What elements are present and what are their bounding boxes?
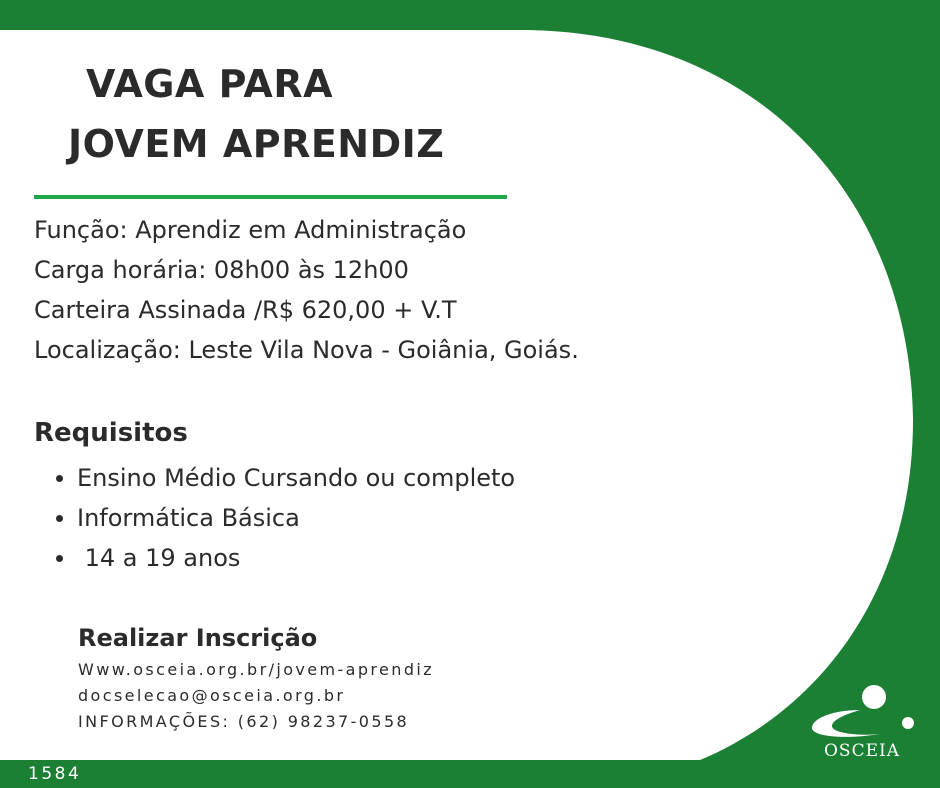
registration-email: docselecao@osceia.org.br xyxy=(78,686,346,705)
list-item: 14 a 19 anos xyxy=(56,538,515,578)
bullet-icon xyxy=(56,555,63,562)
title-line-1: VAGA PARA xyxy=(86,62,334,106)
logo-text: OSCEIA xyxy=(824,741,900,761)
footer-code: 1584 xyxy=(28,764,82,784)
list-item: Informática Básica xyxy=(56,498,515,538)
detail-function: Função: Aprendiz em Administração xyxy=(34,216,467,244)
list-item: Ensino Médio Cursando ou completo xyxy=(56,458,515,498)
detail-location: Localização: Leste Vila Nova - Goiânia, Goiás. xyxy=(34,336,579,364)
registration-phone: INFORMAÇÕES: (62) 98237-0558 xyxy=(78,712,410,731)
title-line-2: JOVEM APRENDIZ xyxy=(68,122,445,166)
detail-salary: Carteira Assinada /R$ 620,00 + V.T xyxy=(34,296,457,324)
bullet-icon xyxy=(56,475,63,482)
requirements-heading: Requisitos xyxy=(34,418,188,448)
requirements-list xyxy=(56,458,515,578)
detail-hours: Carga horária: 08h00 às 12h00 xyxy=(34,256,409,284)
title-underline xyxy=(34,195,507,199)
bullet-icon xyxy=(56,515,63,522)
registration-heading: Realizar Inscrição xyxy=(78,624,318,652)
registration-url: Www.osceia.org.br/jovem-aprendiz xyxy=(78,660,435,679)
